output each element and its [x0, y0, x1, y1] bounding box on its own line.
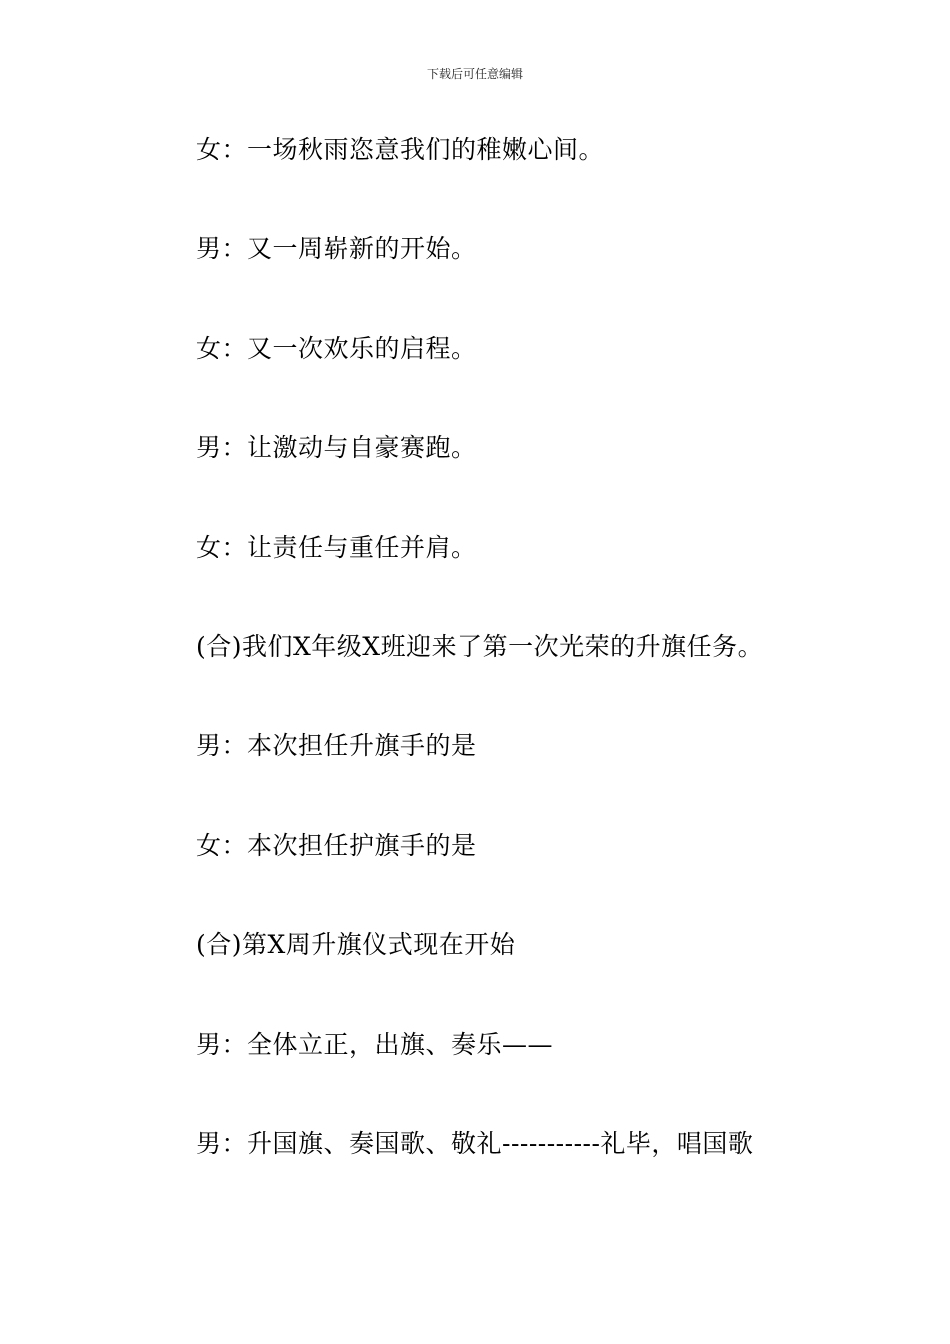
document-body — [196, 128, 896, 1221]
script-line: (合)我们X年级X班迎来了第一次光荣的升旗任务。 — [196, 631, 764, 661]
script-line: 男：全体立正，出旗、奏乐—— — [196, 1029, 554, 1059]
script-line: (合)第X周升旗仪式现在开始 — [196, 930, 516, 960]
script-line: 男：让激动与自豪赛跑。 — [196, 433, 477, 463]
script-line: 女：本次担任护旗手的是 — [196, 830, 477, 860]
script-line: 男：本次担任升旗手的是 — [196, 731, 477, 761]
script-line: 女：一场秋雨恣意我们的稚嫩心间。 — [196, 135, 605, 164]
script-line: 女：又一次欢乐的启程。 — [196, 333, 477, 363]
script-line: 男：又一周崭新的开始。 — [196, 234, 477, 264]
script-line: 男：升国旗、奏国歌、敬礼-----------礼毕，唱国歌 — [196, 1128, 754, 1158]
page-header-note: 下载后可任意编辑 — [426, 67, 523, 81]
script-line: 女：让责任与重任并肩。 — [196, 532, 477, 562]
